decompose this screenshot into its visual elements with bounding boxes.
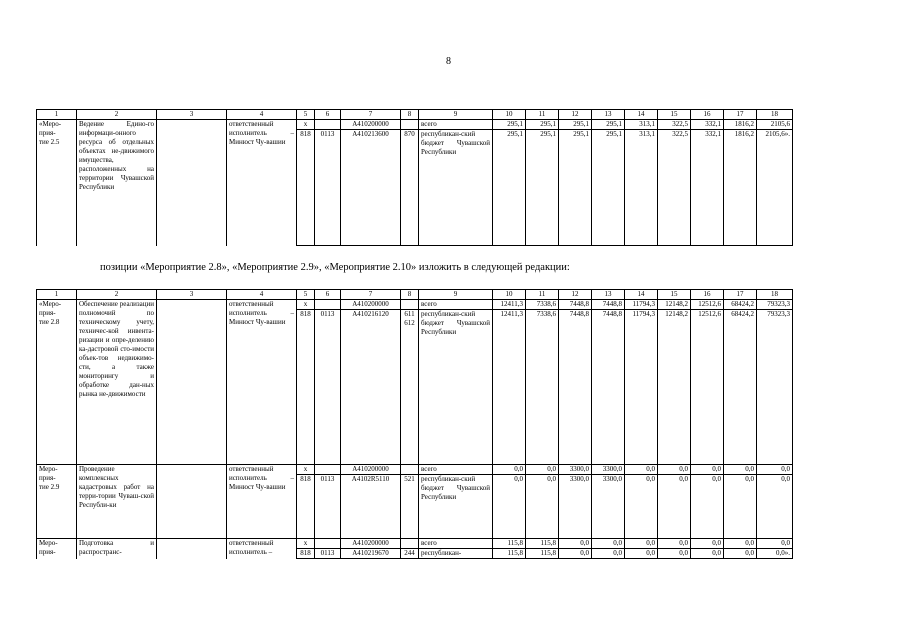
year-value: 322,5	[658, 120, 691, 130]
funding-source: республикан-ский бюджет Чувашской Республики	[419, 475, 493, 539]
year-value: 0,0	[625, 549, 658, 559]
expense-type-code: 611 612	[401, 310, 419, 465]
column-header: 14	[625, 110, 658, 120]
year-value: 0,0	[757, 475, 793, 539]
column-3-cell	[157, 465, 227, 539]
year-value: 0,0	[625, 539, 658, 549]
year-value: 7448,8	[559, 310, 592, 465]
grbs-code: x	[297, 465, 315, 475]
year-value: 0,0	[493, 475, 526, 539]
measure-number: Меро- прия-	[37, 539, 77, 559]
expense-type-code	[401, 120, 419, 130]
column-header: 16	[691, 290, 724, 300]
year-value: 11794,3	[625, 300, 658, 310]
column-header: 2	[77, 110, 157, 120]
year-value: 0,0	[691, 465, 724, 475]
column-header: 6	[315, 290, 341, 300]
column-header: 10	[493, 290, 526, 300]
year-value: 0,0	[625, 475, 658, 539]
year-value: 7448,8	[559, 300, 592, 310]
year-value: 295,1	[592, 130, 625, 246]
measure-number: «Меро- прия- тие 2.8	[37, 300, 77, 465]
measure-name: Проведение комплексных кадастровых работ на терри-тории Чуваш-ской Республи-ки	[77, 465, 157, 539]
year-value: 11794,3	[625, 310, 658, 465]
target-article-code: A410200000	[341, 300, 401, 310]
year-value: 0,0	[559, 539, 592, 549]
expense-type-code	[401, 300, 419, 310]
column-3-cell	[157, 300, 227, 465]
column-header: 18	[757, 290, 793, 300]
year-value: 313,1	[625, 120, 658, 130]
year-value: 12148,2	[658, 310, 691, 465]
column-header: 14	[625, 290, 658, 300]
target-article-code: A4102R5110	[341, 475, 401, 539]
year-value: 115,8	[493, 549, 526, 559]
budget-table-top	[36, 109, 793, 246]
column-header: 7	[341, 110, 401, 120]
target-article-code: A410219670	[341, 549, 401, 559]
year-value: 115,8	[526, 539, 559, 549]
year-value: 12148,2	[658, 300, 691, 310]
column-header: 9	[419, 110, 493, 120]
funding-source: всего	[419, 465, 493, 475]
column-3-cell	[157, 120, 227, 246]
year-value: 295,1	[526, 120, 559, 130]
column-header: 18	[757, 110, 793, 120]
funding-source: республикан-ский бюджет Чувашской Республики	[419, 130, 493, 246]
year-value: 0,0	[625, 465, 658, 475]
funding-source: республикан-ский бюджет Чувашской Республики	[419, 310, 493, 465]
year-value: 79323,3	[757, 310, 793, 465]
responsible-executor: ответственный исполнитель – Минюст Чу-вашии	[227, 465, 297, 539]
section-code: 0113	[315, 130, 341, 246]
year-value: 7448,8	[592, 310, 625, 465]
funding-source: всего	[419, 120, 493, 130]
column-header: 3	[157, 290, 227, 300]
year-value: 3300,0	[559, 465, 592, 475]
year-value: 0,0	[691, 549, 724, 559]
measure-name: Подготовка и распространс-	[77, 539, 157, 559]
year-value: 0,0	[592, 549, 625, 559]
column-header: 16	[691, 110, 724, 120]
grbs-code: x	[297, 539, 315, 549]
year-value: 7448,8	[592, 300, 625, 310]
year-value: 7338,6	[526, 310, 559, 465]
year-value: 295,1	[592, 120, 625, 130]
year-value: 295,1	[493, 120, 526, 130]
measure-number: «Меро- прия- тие 2.5	[37, 120, 77, 246]
year-value: 0,0	[658, 539, 691, 549]
section-code	[315, 300, 341, 310]
header-row	[37, 290, 793, 300]
year-value: 1816,2	[724, 120, 757, 130]
target-article-code: A410200000	[341, 539, 401, 549]
section-code	[315, 120, 341, 130]
target-article-code: A410200000	[341, 465, 401, 475]
table-row	[37, 465, 793, 475]
year-value: 0,0».	[757, 549, 793, 559]
year-value: 0,0	[724, 539, 757, 549]
target-article-code: A410213600	[341, 130, 401, 246]
grbs-code: 818	[297, 130, 315, 246]
grbs-code: x	[297, 120, 315, 130]
year-value: 1816,2	[724, 130, 757, 246]
year-value: 313,1	[625, 130, 658, 246]
expense-type-code	[401, 539, 419, 549]
table-row	[37, 539, 793, 549]
year-value: 3300,0	[592, 475, 625, 539]
table-row	[37, 300, 793, 310]
year-value: 295,1	[559, 120, 592, 130]
column-header: 11	[526, 110, 559, 120]
target-article-code: A410200000	[341, 120, 401, 130]
year-value: 0,0	[559, 549, 592, 559]
measure-name: Ведение Едино-го информаци-онного ресурса об отдельных объектах не-движимого имущества, расположенных на территории Чувашской Республики	[77, 120, 157, 246]
column-header: 13	[592, 110, 625, 120]
column-header: 6	[315, 110, 341, 120]
column-header: 8	[401, 110, 419, 120]
year-value: 12411,3	[493, 310, 526, 465]
expense-type-code: 870	[401, 130, 419, 246]
section-code	[315, 539, 341, 549]
column-header: 10	[493, 110, 526, 120]
year-value: 3300,0	[559, 475, 592, 539]
column-header: 1	[37, 290, 77, 300]
year-value: 0,0	[658, 475, 691, 539]
page-number: 8	[446, 56, 451, 67]
funding-source: всего	[419, 539, 493, 549]
year-value: 0,0	[724, 465, 757, 475]
year-value: 295,1	[559, 130, 592, 246]
year-value: 0,0	[757, 465, 793, 475]
year-value: 0,0	[691, 539, 724, 549]
year-value: 0,0	[658, 549, 691, 559]
year-value: 0,0	[757, 539, 793, 549]
grbs-code: 818	[297, 475, 315, 539]
amendment-note: позиции «Мероприятие 2.8», «Мероприятие 2.9», «Мероприятие 2.10» изложить в следующей редакции:	[100, 262, 570, 273]
column-header: 15	[658, 110, 691, 120]
column-3-cell	[157, 539, 227, 559]
responsible-executor: ответственный исполнитель – Минюст Чу-вашии	[227, 120, 297, 246]
column-header: 9	[419, 290, 493, 300]
column-header: 11	[526, 290, 559, 300]
expense-type-code	[401, 465, 419, 475]
section-code	[315, 465, 341, 475]
year-value: 79323,3	[757, 300, 793, 310]
year-value: 12411,3	[493, 300, 526, 310]
section-code: 0113	[315, 549, 341, 559]
column-header: 17	[724, 110, 757, 120]
year-value: 115,8	[493, 539, 526, 549]
responsible-executor: ответственный исполнитель – Минюст Чу-вашии	[227, 300, 297, 465]
responsible-executor: ответственный исполнитель –	[227, 539, 297, 559]
expense-type-code: 521	[401, 475, 419, 539]
column-header: 15	[658, 290, 691, 300]
column-header: 4	[227, 110, 297, 120]
column-header: 8	[401, 290, 419, 300]
column-header: 2	[77, 290, 157, 300]
year-value: 3300,0	[592, 465, 625, 475]
column-header: 5	[297, 290, 315, 300]
year-value: 0,0	[658, 465, 691, 475]
year-value: 115,8	[526, 549, 559, 559]
year-value: 332,1	[691, 130, 724, 246]
header-row	[37, 110, 793, 120]
year-value: 68424,2	[724, 310, 757, 465]
year-value: 0,0	[493, 465, 526, 475]
target-article-code: A410216120	[341, 310, 401, 465]
measure-number: Меро- прия- тие 2.9	[37, 465, 77, 539]
grbs-code: 818	[297, 549, 315, 559]
section-code: 0113	[315, 310, 341, 465]
section-code: 0113	[315, 475, 341, 539]
year-value: 332,1	[691, 120, 724, 130]
column-header: 12	[559, 110, 592, 120]
expense-type-code: 244	[401, 549, 419, 559]
table-row	[37, 120, 793, 130]
column-header: 1	[37, 110, 77, 120]
year-value: 0,0	[526, 475, 559, 539]
column-header: 12	[559, 290, 592, 300]
year-value: 295,1	[526, 130, 559, 246]
year-value: 12512,6	[691, 300, 724, 310]
column-header: 7	[341, 290, 401, 300]
year-value: 295,1	[493, 130, 526, 246]
column-header: 3	[157, 110, 227, 120]
year-value: 12512,6	[691, 310, 724, 465]
grbs-code: 818	[297, 310, 315, 465]
funding-source: республикан-	[419, 549, 493, 559]
year-value: 0,0	[724, 549, 757, 559]
grbs-code: x	[297, 300, 315, 310]
column-header: 4	[227, 290, 297, 300]
year-value: 322,5	[658, 130, 691, 246]
year-value: 2105,6».	[757, 130, 793, 246]
year-value: 2105,6	[757, 120, 793, 130]
year-value: 7338,6	[526, 300, 559, 310]
column-header: 13	[592, 290, 625, 300]
budget-table-main	[36, 289, 793, 559]
column-header: 17	[724, 290, 757, 300]
year-value: 0,0	[691, 475, 724, 539]
column-header: 5	[297, 110, 315, 120]
year-value: 0,0	[724, 475, 757, 539]
year-value: 0,0	[592, 539, 625, 549]
measure-name: Обеспечение реализации полномочий по техническому учету, техничес-кой инвента-ризации и опре-делению ка-дастровой сто-имости объек-тов недвижимо-сти, а также мониторингу и обработке дан-ных рынка не-движимости	[77, 300, 157, 465]
funding-source: всего	[419, 300, 493, 310]
year-value: 68424,2	[724, 300, 757, 310]
year-value: 0,0	[526, 465, 559, 475]
